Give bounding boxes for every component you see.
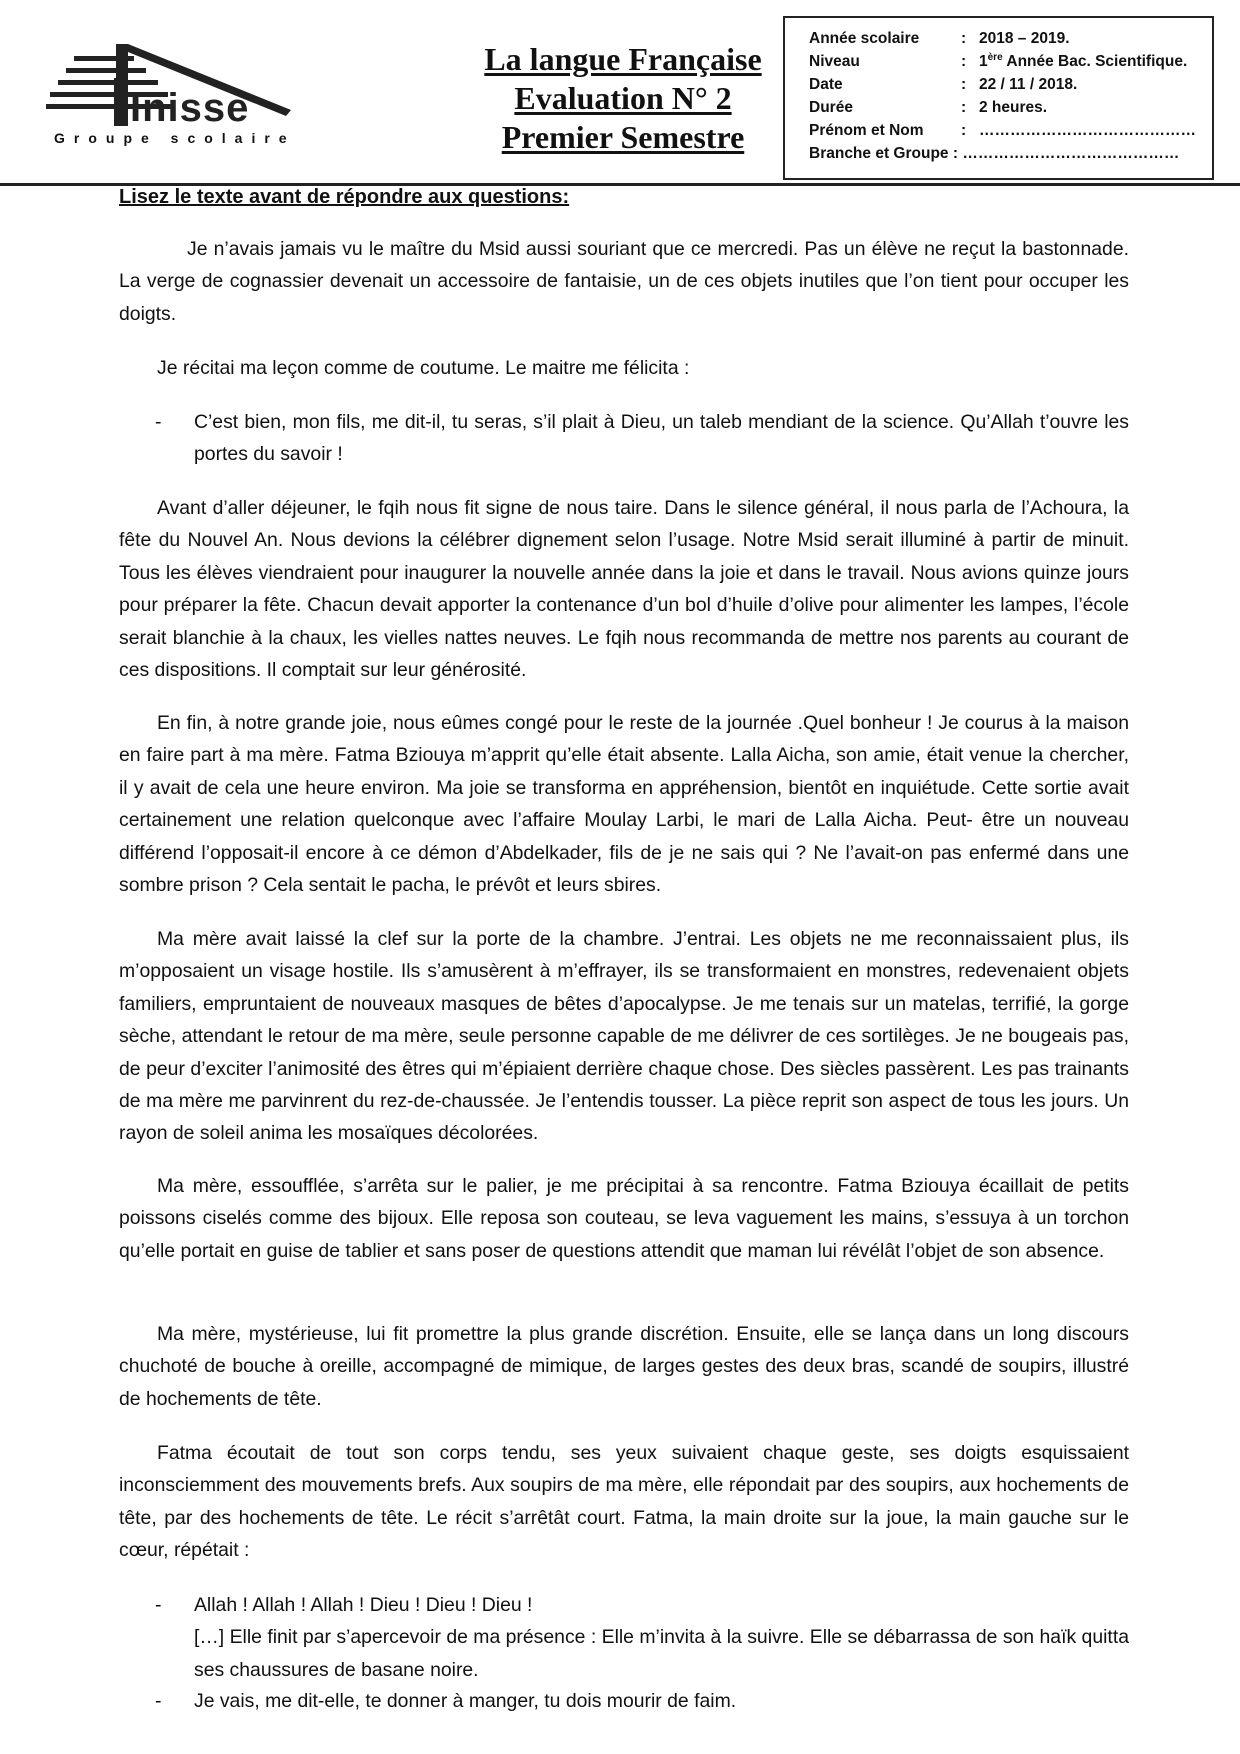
instruction-heading: Lisez le texte avant de répondre aux questions: [119, 186, 570, 208]
paragraph-2: Je récitai ma leçon comme de coutume. Le maitre me félicita : [157, 357, 690, 379]
paragraph-3: Avant d’aller déjeuner, le fqih nous fit signe de nous taire. Dans le silence général, il nous parla de l’Achoura, la fête du Nouvel An. Nous devions la célébrer dignement selon l’usage. Notre Msid serait illuminé à partir de minuit. Tous les élèves viendraient pour inaugurer la nouvelle année dans la joie et dans le travail. Nous avions quinze jours pour préparer la fête. Chacun devait apporter la contenance d’un bol d’huile d’olive pour alimenter les lampes, l’école serait blanchie à la chaux, les vielles nattes neuves. Le fqih nous recommanda de mettre nos parents au courant de ces dispositions. Il comptait sur leur générosité. [119, 497, 1129, 682]
title-line-semester: Premier Semestre [501, 119, 745, 155]
logo-wordmark: Inisse [130, 86, 250, 130]
logo-subtitle: Groupe scolaire [54, 130, 296, 146]
dash-marker: - [155, 411, 162, 433]
info-value: 2018 – 2019. [979, 30, 1070, 47]
info-row-date: Date : 22 / 11 / 2018. [809, 76, 1078, 93]
group-fill-line[interactable]: …………………………………… [962, 145, 1180, 162]
info-value: 1ère Année Bac. Scientifique. [979, 51, 1188, 70]
logo-stripe [58, 80, 158, 85]
dash-marker: - [155, 1690, 162, 1712]
dialogue-text: Allah ! Allah ! Allah ! Dieu ! Dieu ! Dieu ! [194, 1594, 533, 1616]
document-title [462, 40, 784, 157]
narration-text: […] Elle finit par s’apercevoir de ma présence : Elle m’invita à la suivre. Elle se débarrassa de son haïk quitta ses chaussures de basane noire. [194, 1626, 1129, 1681]
info-label: Année scolaire [809, 30, 920, 47]
logo-stripe [66, 68, 146, 73]
info-label: Branche et Groupe [809, 145, 949, 162]
info-label: Niveau [809, 53, 860, 70]
dash-marker: - [155, 1594, 162, 1616]
paragraph-7: Ma mère, mystérieuse, lui fit promettre la plus grande discrétion. Ensuite, elle se lança dans un long discours chuchoté de bouche à oreille, accompagné de mimique, de larges gestes des deux bras, scandé de soupirs, illustré de hochements de tête. [119, 1323, 1129, 1410]
title-line-evaluation: Evaluation N° 2 [514, 80, 732, 116]
paragraph-4: En fin, à notre grande joie, nous eûmes congé pour le reste de la journée .Quel bonheur ! Je courus à la maison en faire part à ma mère. Fatma Bziouya m’apprit qu’elle était absente. Lalla Aicha, son amie, était venue la chercher, il y avait de cela une heure environ. Ma joie se transforma en appréhension, bientôt en inquiétude. Cette sortie avait certainement une relation quelconque avec l’affaire Moulay Larbi, le mari de Lalla Aicha. Peut- être un nouveau différend l’opposait-il encore à ce démon d’Abdelkader, fils de je ne sais qui ? Ne l’avait-on pas enfermé dans une sombre prison ? Cela sentait le pacha, le prévôt et leurs sbires. [119, 712, 1129, 897]
paragraph-8: Fatma écoutait de tout son corps tendu, ses yeux suivaient chaque geste, ses doigts esquissaient inconsciemment des mouvements brefs. Aux soupirs de ma mère, elle répondait par des soupirs, aux hochements de tête, par des hochements de tête. Le récit s’arrêtât court. Fatma, la main droite sur la joue, la main gauche sur le cœur, répétait : [119, 1442, 1129, 1562]
info-row-branche[interactable]: Branche et Groupe : …………………………………… [809, 145, 1180, 162]
dialogue-line-1 [119, 406, 1129, 471]
dialogue-line-3 [119, 1685, 1129, 1717]
student-info-box [783, 16, 1214, 180]
dialogue-text: Je vais, me dit-elle, te donner à manger, tu dois mourir de faim. [194, 1690, 737, 1712]
info-label: Durée [809, 99, 853, 116]
dialogue-line-2 [119, 1589, 1129, 1686]
dialogue-text: C’est bien, mon fils, me dit-il, tu seras, s’il plait à Dieu, un taleb mendiant de la science. Qu’Allah t’ouvre les portes du savoir ! [194, 411, 1129, 466]
info-value: 2 heures. [979, 99, 1048, 116]
logo-letter-i [114, 78, 126, 126]
paragraph-5: Ma mère avait laissé la clef sur la porte de la chambre. J’entrai. Les objets ne me reconnaissaient plus, ils m’opposaient un visage hostile. Ils s’amusèrent à m’effrayer, ils se transformaient en monstres, redevenaient objets familiers, empruntaient de nouveaux masques de bêtes d’apocalypse. Je me tenais sur un matelas, terrifié, la gorge sèche, attendant le retour de ma mère, seule personne capable de me délivrer de ces sortilèges. Je ne bougeais pas, de peur d’exciter l’animosité des êtres qui m’épiaient derrière chaque chose. Des siècles passèrent. Les pas trainants de ma mère me parvinrent du rez-de-chaussée. Je l’entendis tousser. La pièce reprit son aspect de tous les jours. Un rayon de soleil anima les mosaïques décolorées. [119, 928, 1129, 1145]
info-row-duree: Durée : 2 heures. [809, 99, 1048, 116]
info-row-annee: Année scolaire : 2018 – 2019. [809, 30, 1070, 47]
name-fill-line[interactable]: …………………………………… [979, 122, 1196, 139]
info-value: 22 / 11 / 2018. [979, 76, 1078, 93]
info-label: Prénom et Nom [809, 122, 924, 139]
info-row-nom[interactable]: Prénom et Nom : …………………………………… [809, 122, 1196, 139]
info-label: Date [809, 76, 843, 93]
paragraph-1: Je n’avais jamais vu le maître du Msid aussi souriant que ce mercredi. Pas un élève ne reçut la bastonnade. La verge de cognassier devenait un accessoire de fantaisie, un de ces objets inutiles que l’on tient pour occuper les doigts. [119, 238, 1129, 325]
info-row-niveau: Niveau : 1ère Année Bac. Scientifique. [809, 51, 1188, 70]
paragraph-6: Ma mère, essoufflée, s’arrêta sur le palier, je me précipitai à sa rencontre. Fatma Bziouya écaillait de petits poissons ciselés comme des bijoux. Elle reposa son couteau, se leva vaguement les mains, s’essuya à un torchon qu’elle portait en guise de tablier et sans poser de questions attendit que maman lui révélât l’objet de son absence. [119, 1175, 1129, 1262]
title-line-subject: La langue Française [484, 41, 762, 77]
